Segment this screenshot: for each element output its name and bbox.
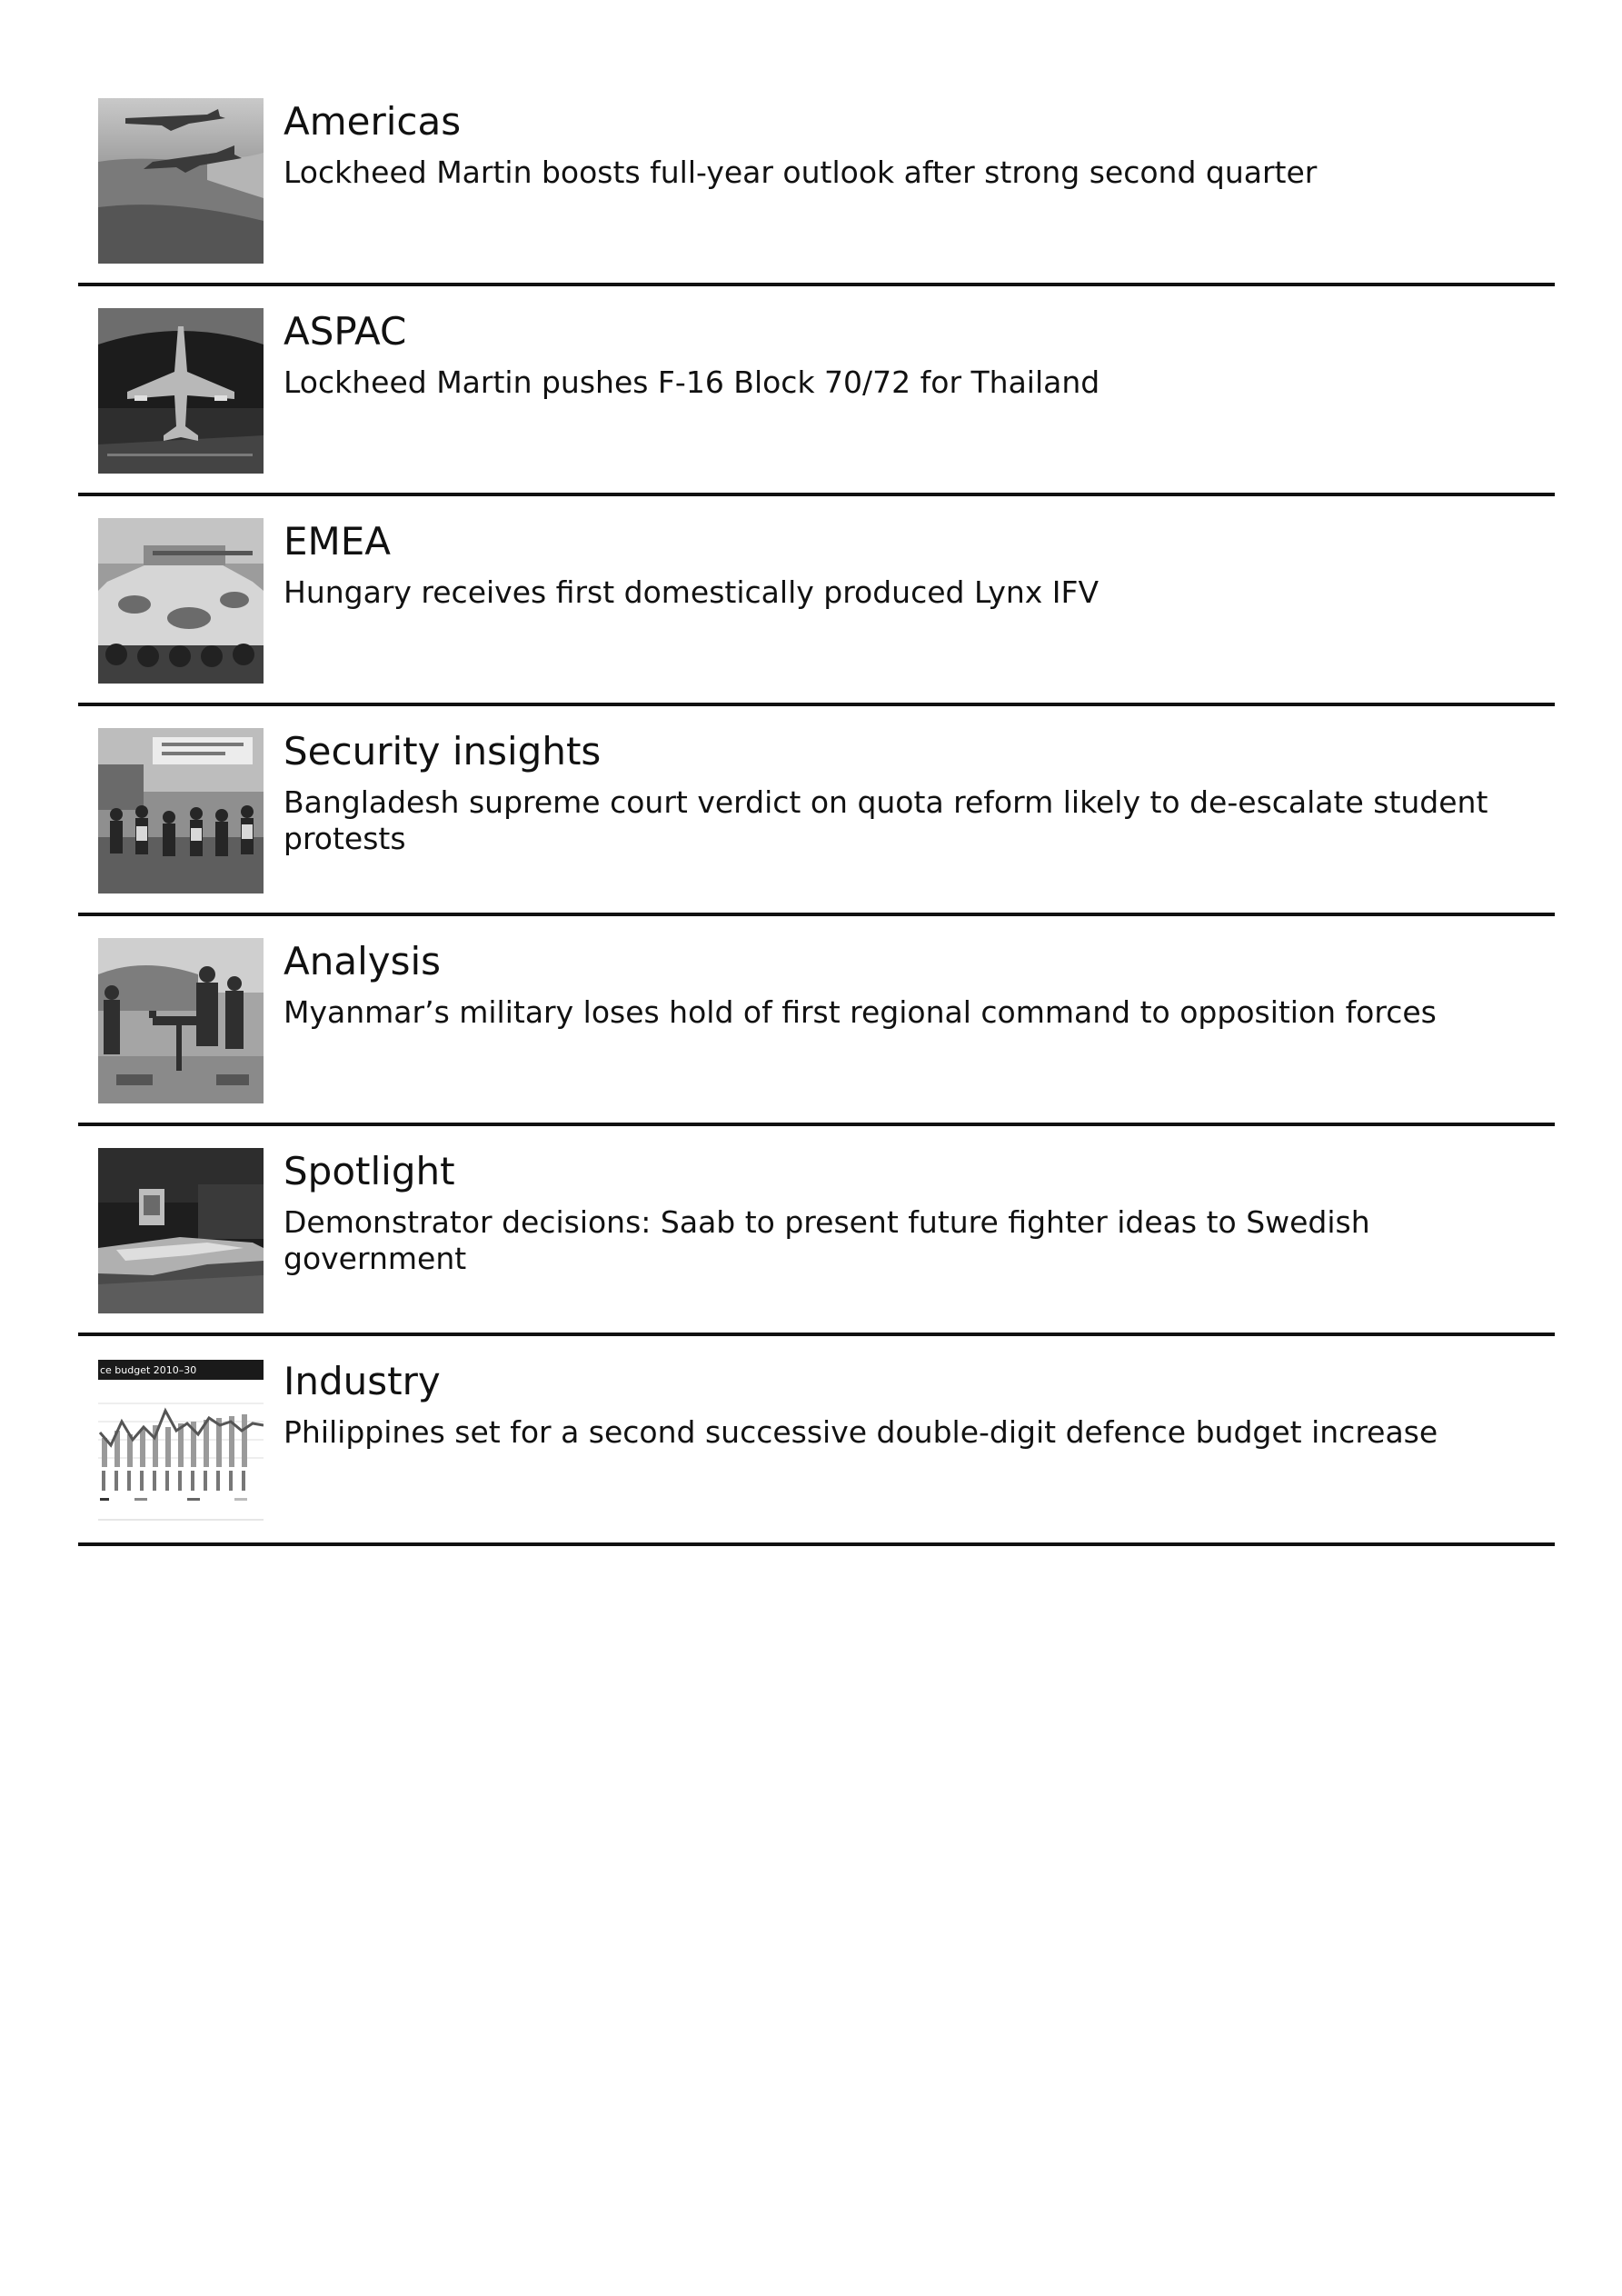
news-headline[interactable]: Philippines set for a second successive double-digit defence budget increase bbox=[284, 1414, 1438, 1450]
divider bbox=[78, 913, 1555, 916]
news-category[interactable]: Security insights bbox=[284, 729, 602, 774]
soldiers-drone-thumbnail[interactable] bbox=[98, 938, 264, 1103]
divider bbox=[78, 1123, 1555, 1126]
news-headline[interactable]: Hungary receives first domestically produced Lynx IFV bbox=[284, 574, 1100, 610]
jets-over-coast-thumbnail[interactable] bbox=[98, 98, 264, 264]
budget-chart-title: ce budget 2010–30 bbox=[100, 1364, 197, 1376]
news-item-text bbox=[284, 98, 1537, 191]
news-category[interactable]: Analysis bbox=[284, 939, 442, 983]
budget-chart-image bbox=[98, 1358, 264, 1523]
lynx-ifv-thumbnail[interactable] bbox=[98, 518, 264, 684]
f16-photo-image bbox=[98, 308, 264, 474]
news-headline[interactable]: Lockheed Martin pushes F-16 Block 70/72 for Thailand bbox=[284, 364, 1100, 400]
divider bbox=[78, 1542, 1555, 1546]
divider bbox=[78, 1333, 1555, 1336]
news-headline[interactable]: Demonstrator decisions: Saab to present future fighter ideas to Swedish government bbox=[284, 1204, 1370, 1276]
news-item-text bbox=[284, 938, 1537, 1031]
soldiers-photo-image bbox=[98, 938, 264, 1103]
fighter-model-photo-image bbox=[98, 1148, 264, 1313]
news-item-text bbox=[284, 1148, 1537, 1277]
news-category[interactable]: Industry bbox=[284, 1359, 441, 1403]
divider bbox=[78, 493, 1555, 496]
news-item-text bbox=[284, 308, 1537, 401]
news-item[interactable] bbox=[78, 98, 1555, 308]
news-headline[interactable]: Bangladesh supreme court verdict on quota reform likely to de-escalate student protests bbox=[284, 784, 1488, 856]
news-item-text bbox=[284, 728, 1537, 857]
divider bbox=[78, 703, 1555, 706]
fighter-model-thumbnail[interactable] bbox=[98, 1148, 264, 1313]
divider bbox=[78, 283, 1555, 286]
lynx-photo-image bbox=[98, 518, 264, 684]
news-item-text bbox=[284, 518, 1537, 611]
news-headline[interactable]: Lockheed Martin boosts full-year outlook after strong second quarter bbox=[284, 155, 1318, 190]
news-list bbox=[78, 98, 1555, 1568]
f16-hangar-thumbnail[interactable] bbox=[98, 308, 264, 474]
news-category[interactable]: ASPAC bbox=[284, 309, 407, 354]
protest-photo-image bbox=[98, 728, 264, 893]
news-item[interactable] bbox=[78, 518, 1555, 728]
news-category[interactable]: Spotlight bbox=[284, 1149, 455, 1193]
news-item[interactable] bbox=[78, 938, 1555, 1148]
jets-photo-image bbox=[98, 98, 264, 264]
news-item[interactable] bbox=[78, 308, 1555, 518]
street-protest-thumbnail[interactable] bbox=[98, 728, 264, 893]
news-item-text bbox=[284, 1358, 1537, 1451]
budget-chart-thumbnail[interactable] bbox=[98, 1358, 264, 1523]
news-category[interactable]: Americas bbox=[284, 99, 462, 144]
news-item[interactable] bbox=[78, 1148, 1555, 1358]
news-headline[interactable]: Myanmar’s military loses hold of first regional command to opposition forces bbox=[284, 994, 1437, 1030]
news-item[interactable] bbox=[78, 1358, 1555, 1568]
news-category[interactable]: EMEA bbox=[284, 519, 392, 564]
news-item[interactable] bbox=[78, 728, 1555, 938]
